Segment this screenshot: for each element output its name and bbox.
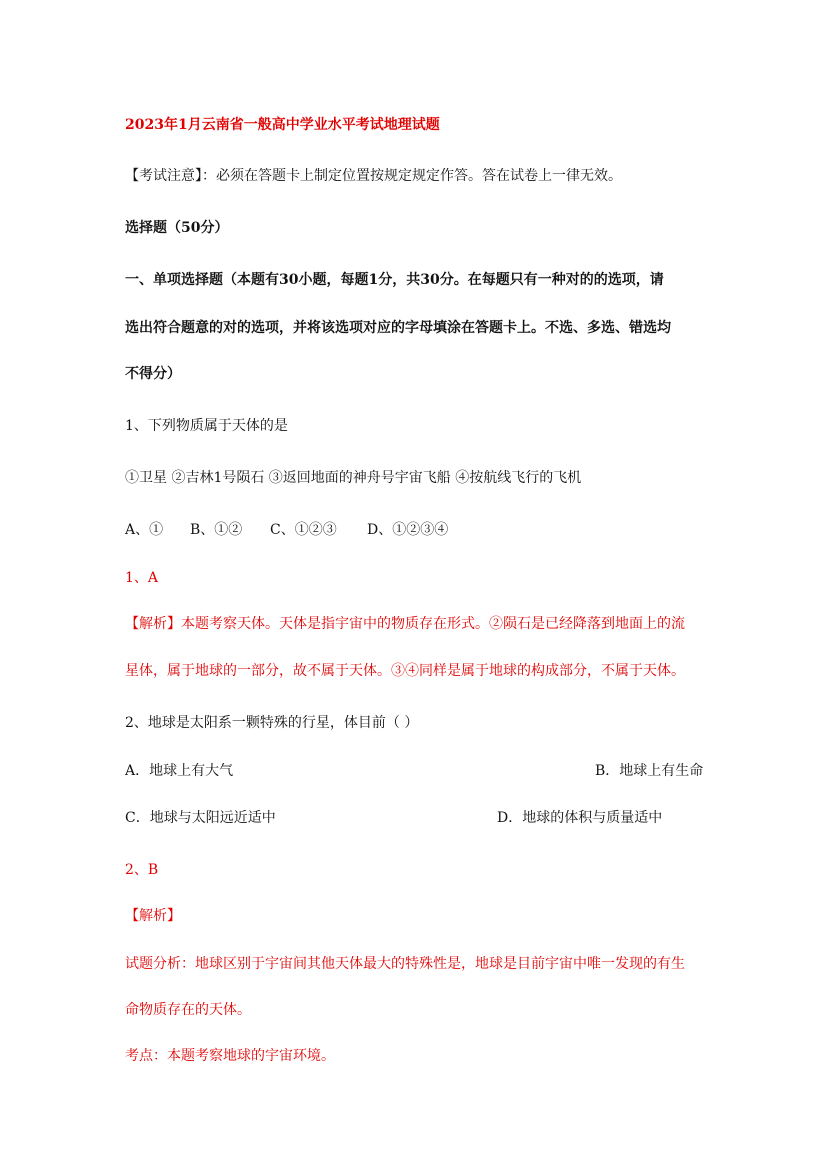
question-1-option-b: B、①② <box>190 522 243 538</box>
question-2-stem: 2、地球是太阳系一颗特殊的行星，体目前（ ） <box>125 715 419 731</box>
exam-title: 2023年1月云南省一般高中学业水平考试地理试题 <box>125 117 440 133</box>
instruction-line-2: 选出符合题意的对的选项，并将该选项对应的字母填涂在答题卡上。不选、多选、错选均 <box>125 320 671 336</box>
question-2-analysis-line-2: 命物质存在的天体。 <box>125 1002 251 1018</box>
question-2-analysis-label: 【解析】 <box>125 908 181 924</box>
question-2-kaodian: 考点：本题考察地球的宇宙环境。 <box>125 1048 335 1064</box>
question-1-items: ①卫星 ②吉林1号陨石 ③返回地面的神舟号宇宙飞船 ④按航线飞行的飞机 <box>125 470 582 486</box>
question-2-option-a: A．地球上有大气 <box>125 763 234 779</box>
question-1-option-c: C、①②③ <box>270 522 337 538</box>
exam-notice: 【考试注意】：必须在答题卡上制定位置按规定规定作答。答在试卷上一律无效。 <box>125 168 622 184</box>
question-1-option-d: D、①②③④ <box>367 522 449 538</box>
question-2-option-c: C．地球与太阳远近适中 <box>125 810 276 826</box>
question-1-analysis-line-1: 【解析】本题考察天体。天体是指宇宙中的物质存在形式。②陨石是已经降落到地面上的流 <box>125 616 685 632</box>
question-2-option-b: B．地球上有生命 <box>595 763 704 779</box>
question-1-option-a: A、① <box>125 522 164 538</box>
section-heading: 选择题（50分） <box>125 220 229 236</box>
question-2-analysis-line-1: 试题分析：地球区别于宇宙间其他天体最大的特殊性是，地球是目前宇宙中唯一发现的有生 <box>125 956 685 972</box>
question-2-answer: 2、B <box>125 862 159 878</box>
question-1-analysis-line-2: 星体，属于地球的一部分，故不属于天体。③④同样是属于地球的构成部分，不属于天体。 <box>125 663 685 679</box>
question-1-answer: 1、A <box>125 570 159 586</box>
question-1-stem: 1、下列物质属于天体的是 <box>125 418 288 434</box>
instruction-line-3: 不得分） <box>125 366 181 382</box>
question-2-option-d: D．地球的体积与质量适中 <box>497 810 663 826</box>
instruction-line-1: 一、单项选择题（本题有30小题，每题1分，共30分。在每题只有一种对的的选项，请 <box>125 272 664 288</box>
